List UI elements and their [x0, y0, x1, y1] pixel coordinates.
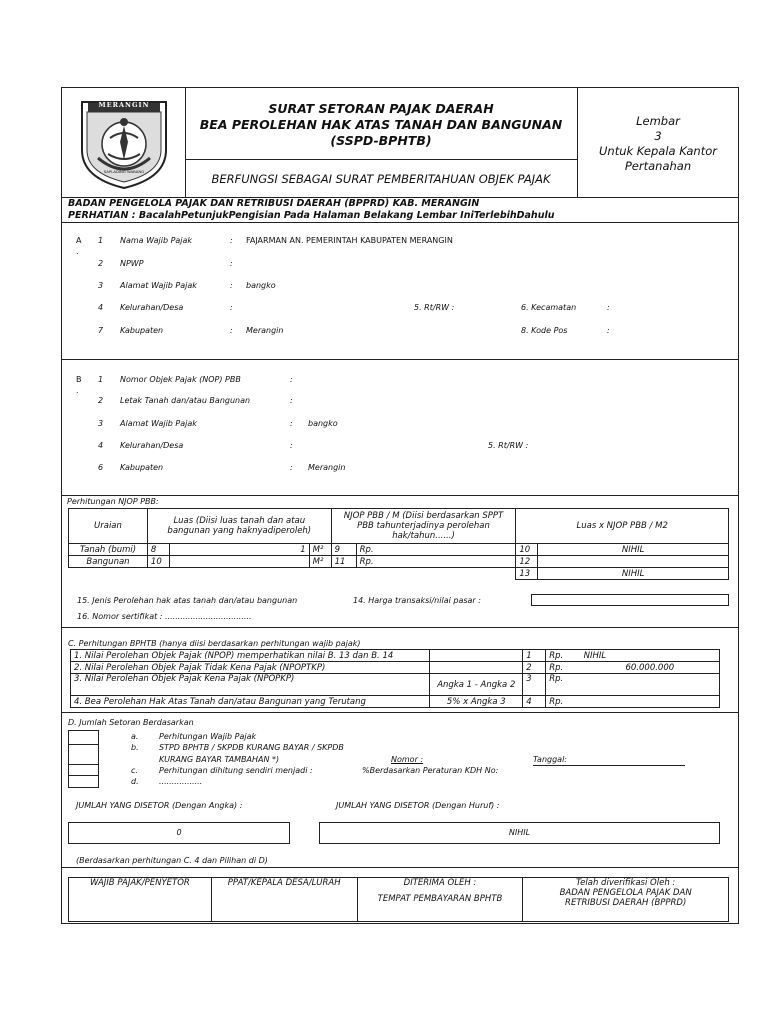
c-row-label: 2. Nilai Perolehan Objek Pajak Tidak Kena Pajak (NPOPTKP) — [71, 662, 430, 674]
njop-row13-total: NIHIL — [538, 568, 729, 580]
njop-tanah-no3: 10 — [516, 544, 538, 556]
checkbox-a[interactable] — [68, 730, 99, 745]
b-rtrw-label: 5. Rt/RW : — [488, 441, 529, 450]
a-row-no: 2 — [98, 259, 104, 268]
a-row-value[interactable]: bangko — [246, 281, 276, 290]
a-row-label: NPWP — [120, 259, 144, 268]
jenis-perolehan-label: 15. Jenis Perolehan hak atas tanah dan/atau bangunan — [77, 596, 298, 605]
b-row-no: 6 — [98, 463, 104, 472]
sign-tempat-label: TEMPAT PEMBAYARAN BPHTB — [377, 894, 503, 904]
c-row-label: 4. Bea Perolehan Hak Atas Tanah dan/atau Bangunan yang Terutang — [71, 696, 430, 708]
njop-tanah-luas[interactable]: 1 — [169, 544, 309, 556]
c-row-value[interactable] — [581, 696, 720, 708]
njop-title: Perhitungan NJOP PBB: — [67, 497, 159, 506]
b-row-colon: : — [290, 375, 293, 384]
a-row-label: Nama Wajib Pajak — [120, 236, 193, 245]
njop-tanah-no: 8 — [147, 544, 169, 556]
njop-tanah-label: Tanah (bumi) — [69, 544, 148, 556]
section-a-letter: A — [76, 236, 82, 245]
c-row-label: 3. Nilai Perolehan Objek Pajak Kena Pajak (NPOPKP) — [71, 674, 430, 696]
divider-njop-top — [61, 495, 739, 496]
c-row-value[interactable]: 60.000.000 — [581, 662, 720, 674]
b-row-label: Alamat Wajib Pajak — [120, 419, 197, 428]
agency-name: BADAN PENGELOLA PAJAK DAN RETRIBUSI DAERAH (BPPRD) KAB. MERANGIN — [68, 198, 480, 209]
a-row-no: 1 — [98, 236, 104, 245]
njop-table — [68, 508, 729, 580]
sign-ppat: PPAT/KEPALA DESA/LURAH — [211, 878, 357, 922]
b-row-label: Kabupaten — [120, 463, 164, 472]
a-row-colon: : — [230, 303, 233, 312]
a-row-colon: : — [230, 236, 233, 245]
b-row-no: 1 — [98, 375, 104, 384]
section-d-title: D. Jumlah Setoran Berdasarkan — [68, 718, 194, 727]
c-row-rp: Rp. — [546, 674, 581, 696]
d-item-text: Perhitungan dihitung sendiri menjadi : — [159, 766, 313, 775]
jumlah-huruf-field[interactable]: NIHIL — [319, 822, 720, 844]
b-row-no: 2 — [98, 396, 104, 405]
jumlah-angka-field[interactable]: 0 — [68, 822, 290, 844]
sign-verifikasi — [523, 878, 729, 922]
c-row-formula — [430, 650, 523, 662]
njop-tanah-unit: M² — [309, 544, 331, 556]
lembar-recipient-2: Pertanahan — [624, 159, 692, 173]
njop-bangunan-total — [538, 556, 729, 568]
logo-text-bottom: SAPLADING WABANG — [103, 169, 145, 174]
njop-header-luas: Luas (Diisi luas tanah dan atau bangunan yang haknyadiperoleh) — [147, 509, 331, 544]
d-item-letter: a. — [131, 732, 139, 741]
c-row-no: 2 — [523, 662, 546, 674]
a-kodepos-label: 8. Kode Pos — [521, 326, 568, 335]
section-b-letter: B — [76, 375, 82, 384]
njop-tanah-no2: 9 — [331, 544, 356, 556]
njop-bangunan-no3: 12 — [516, 556, 538, 568]
a-row-label: Alamat Wajib Pajak — [120, 281, 197, 290]
njop-bangunan-rp[interactable]: Rp. — [356, 556, 516, 568]
jumlah-angka-label: JUMLAH YANG DISETOR (Dengan Angka) : — [76, 801, 243, 810]
c-row-rp: Rp. — [546, 650, 581, 662]
sign-verif-agency-2: RETRIBUSI DAERAH (BPPRD) — [565, 898, 687, 908]
lembar-number: 3 — [654, 129, 662, 143]
d-item-text: Perhitungan Wajib Pajak — [159, 732, 257, 741]
a-row-no: 7 — [98, 326, 104, 335]
agency-notice: PERHATIAN : BacalahPetunjukPengisian Pada Halaman Belakang Lembar IniTerlebihDahulu — [68, 210, 555, 221]
merangin-logo-icon — [78, 98, 170, 190]
njop-bangunan-luas[interactable] — [169, 556, 309, 568]
b-row-label: Nomor Objek Pajak (NOP) PBB — [120, 375, 241, 384]
merangin-logo — [78, 98, 170, 190]
a-row-label: Kabupaten — [120, 326, 164, 335]
b-row-no: 3 — [98, 419, 104, 428]
b-row-colon: : — [290, 396, 293, 405]
a-row-colon: : — [230, 259, 233, 268]
a-row-colon: : — [230, 281, 233, 290]
d-tanggal-label[interactable]: Tanggal: — [533, 755, 685, 766]
njop-tanah-total: NIHIL — [538, 544, 729, 556]
harga-transaksi-field[interactable] — [531, 594, 729, 606]
checkbox-d[interactable] — [68, 775, 99, 788]
sign-diterima — [357, 878, 523, 922]
subtitle: BERFUNGSI SEBAGAI SURAT PEMBERITAHUAN OBJEK PAJAK — [211, 172, 551, 186]
c-row-no: 3 — [523, 674, 546, 696]
njop-header-total: Luas x NJOP PBB / M2 — [516, 509, 729, 544]
title-line-3: (SSPD-BPHTB) — [330, 133, 432, 148]
a-rtrw-label: 5. Rt/RW : — [414, 303, 455, 312]
b-row-no: 4 — [98, 441, 104, 450]
a-row-label: Kelurahan/Desa — [120, 303, 184, 312]
c-row-formula: 5% x Angka 3 — [430, 696, 523, 708]
divider-sign-top — [61, 867, 739, 868]
jumlah-note: (Berdasarkan perhitungan C. 4 dan Pilihan di D) — [76, 856, 268, 865]
b-row-value[interactable]: Merangin — [308, 463, 346, 472]
b-row-label: Kelurahan/Desa — [120, 441, 184, 450]
title-line-2: BEA PEROLEHAN HAK ATAS TANAH DAN BANGUNAN — [199, 117, 563, 132]
nomor-sertifikat[interactable]: 16. Nomor sertifikat : .................................. — [77, 612, 252, 621]
njop-header-njop: NJOP PBB / M (Diisi berdasarkan SPPT PBB tahunterjadinya perolehan hak/tahun......) — [331, 509, 516, 544]
section-c-title: C. Perhitungan BPHTB (hanya diisi berdasarkan perhitungan wajib pajak) — [68, 639, 361, 648]
d-item-text: KURANG BAYAR TAMBAHAN *) — [159, 755, 280, 764]
njop-header-uraian: Uraian — [69, 509, 148, 544]
b-row-value[interactable]: bangko — [308, 419, 338, 428]
divider-a-top — [61, 222, 739, 223]
section-b-dot: . — [76, 386, 79, 395]
jumlah-huruf-label: JUMLAH YANG DISETOR (Dengan Huruf) : — [336, 801, 500, 810]
title-line-1: SURAT SETORAN PAJAK DAERAH — [268, 101, 494, 116]
checkbox-b[interactable] — [68, 744, 99, 765]
d-item-text: ................. — [159, 777, 203, 786]
b-row-colon: : — [290, 441, 293, 450]
divider-b-top — [61, 359, 739, 360]
b-row-colon: : — [290, 463, 293, 472]
sign-verif-agency-1: BADAN PENGELOLA PAJAK DAN — [559, 888, 692, 898]
header-divider-mid — [185, 159, 577, 160]
lembar-recipient-1: Untuk Kepala Kantor — [598, 144, 717, 158]
c-row-rp: Rp. — [546, 696, 581, 708]
njop-bangunan-unit: M² — [309, 556, 331, 568]
d-item-letter: d. — [131, 777, 139, 786]
c-row-value[interactable]: NIHIL — [581, 650, 720, 662]
d-nomor-label[interactable]: Nomor : — [391, 755, 424, 764]
d-item-letter: b. — [131, 743, 139, 752]
njop-row13-no: 13 — [516, 568, 538, 580]
d-item-letter: c. — [131, 766, 138, 775]
a-row-no: 4 — [98, 303, 104, 312]
c-row-value[interactable] — [581, 674, 720, 696]
bphtb-table — [70, 649, 720, 708]
c-row-label: 1. Nilai Perolehan Objek Pajak (NPOP) memperhatikan nilai B. 13 dan B. 14 — [71, 650, 430, 662]
a-row-no: 3 — [98, 281, 104, 290]
sign-diterima-label: DITERIMA OLEH : — [403, 878, 477, 888]
section-a-dot: . — [76, 247, 79, 256]
logo-text-top: MERANGIN — [98, 101, 150, 109]
sign-wajib-pajak: WAJIB PAJAK/PENYETOR — [69, 878, 212, 922]
a-kecamatan-label: 6. Kecamatan — [521, 303, 577, 312]
d-item-text: STPD BPHTB / SKPDB KURANG BAYAR / SKPDB — [159, 743, 344, 752]
njop-bangunan-no2: 11 — [331, 556, 356, 568]
a-row-colon: : — [230, 326, 233, 335]
c-row-no: 4 — [523, 696, 546, 708]
njop-tanah-rp[interactable]: Rp. — [356, 544, 516, 556]
c-row-rp: Rp. — [546, 662, 581, 674]
divider-d-top — [61, 712, 739, 713]
harga-transaksi-label: 14. Harga transaksi/nilai pasar : — [353, 596, 481, 605]
b-row-label: Letak Tanah dan/atau Bangunan — [120, 396, 251, 405]
divider-c-top — [61, 627, 739, 628]
njop-bangunan-label: Bangunan — [69, 556, 148, 568]
njop-bangunan-no: 10 — [147, 556, 169, 568]
a-kodepos-colon: : — [607, 326, 610, 335]
c-row-no: 1 — [523, 650, 546, 662]
lembar-label: Lembar — [636, 114, 680, 128]
b-row-colon: : — [290, 419, 293, 428]
c-row-formula: Angka 1 - Angka 2 — [430, 674, 523, 696]
a-row-value[interactable]: FAJARMAN AN. PEMERINTAH KABUPATEN MERANGIN — [246, 236, 453, 245]
c-row-formula — [430, 662, 523, 674]
d-kdh-label: %Berdasarkan Peraturan KDH No: — [362, 766, 499, 775]
signature-table — [68, 877, 729, 922]
sign-verif-label: Telah diverifikasi Oleh : — [576, 878, 676, 888]
a-kecamatan-colon: : — [607, 303, 610, 312]
a-row-value[interactable]: Merangin — [246, 326, 284, 335]
